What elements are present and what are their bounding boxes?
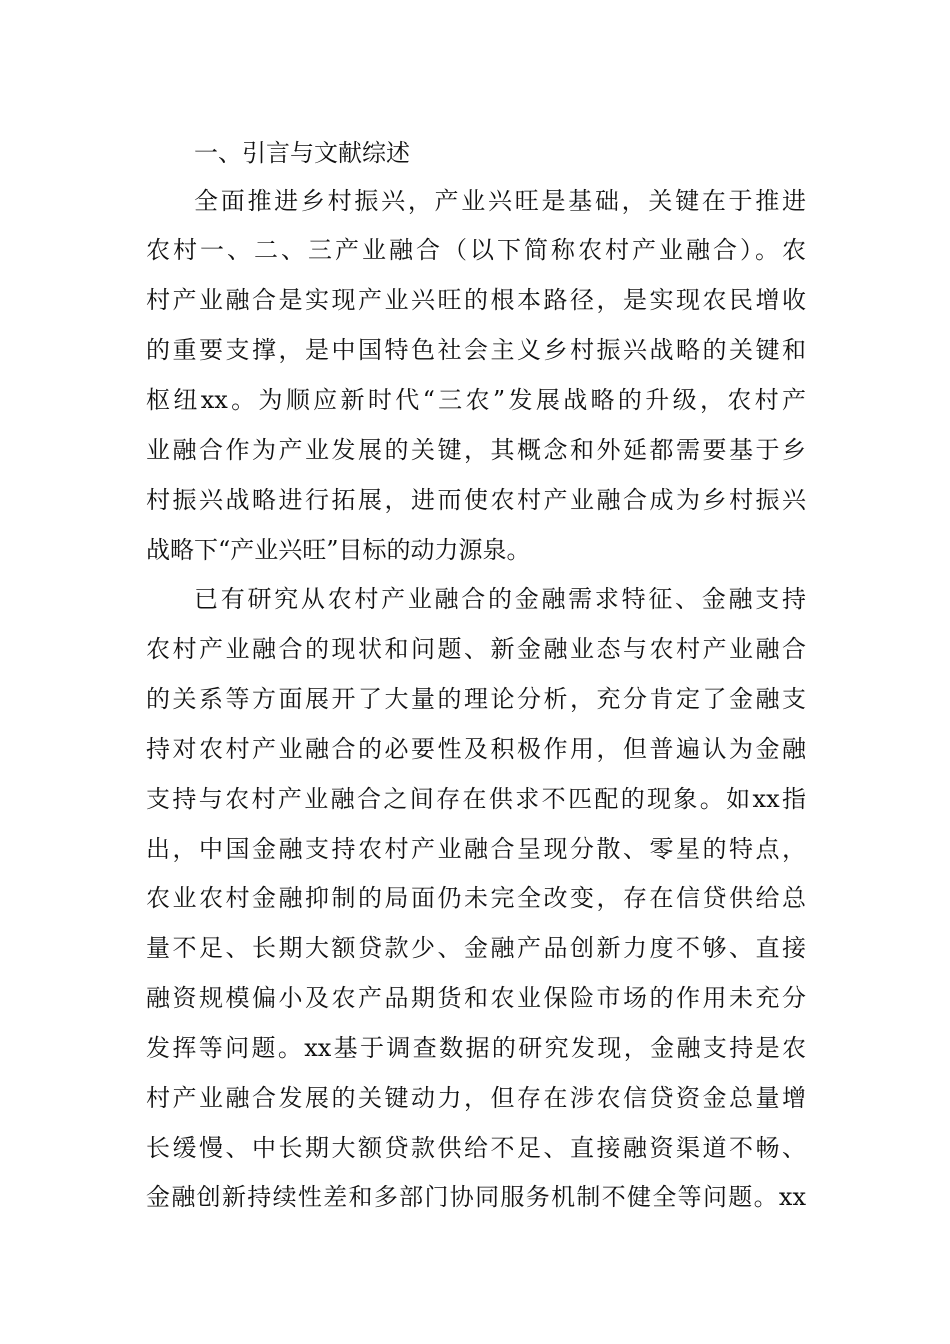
paragraph1-line-1: 全面推进乡村振兴，产业兴旺是基础，关键在于推进 [194,187,806,215]
paragraph1-line-6: 业融合作为产业发展的关键，其概念和外延都需要基于乡 [146,436,806,464]
paragraph2-line-11: 村产业融合发展的关键动力，但存在涉农信贷资金总量增 [146,1084,806,1112]
paragraph2-line-3: 的关系等方面展开了大量的理论分析，充分肯定了金融支 [146,685,806,713]
paragraph1-line-4: 的重要支撑，是中国特色社会主义乡村振兴战略的关键和 [146,336,806,364]
section-heading: 一、引言与文献综述 [194,139,410,167]
paragraph1-line-7: 村振兴战略进行拓展，进而使农村产业融合成为乡村振兴 [146,486,806,514]
paragraph2-line-7: 农业农村金融抑制的局面仍未完全改变，存在信贷供给总 [146,884,806,912]
paragraph1-line-3: 村产业融合是实现产业兴旺的根本路径，是实现农民增收 [146,286,806,314]
paragraph2-line-5: 支持与农村产业融合之间存在供求不匹配的现象。如xx指 [146,785,806,813]
paragraph2-line-9: 融资规模偏小及农产品期货和农业保险市场的作用未充分 [146,984,806,1012]
paragraph1-line-8: 战略下“产业兴旺”目标的动力源泉。 [146,536,531,564]
paragraph1-line-2: 农村一、二、三产业融合（以下简称农村产业融合）。农 [146,236,806,264]
paragraph2-line-10: 发挥等问题。xx基于调查数据的研究发现，金融支持是农 [146,1034,806,1062]
paragraph2-line-13: 金融创新持续性差和多部门协同服务机制不健全等问题。xx [146,1183,806,1211]
paragraph1-line-5: 枢纽xx。为顺应新时代“三农”发展战略的升级，农村产 [146,386,806,414]
paragraph2-line-8: 量不足、长期大额贷款少、金融产品创新力度不够、直接 [146,934,806,962]
paragraph2-line-2: 农村产业融合的现状和问题、新金融业态与农村产业融合 [146,635,806,663]
paragraph2-line-1: 已有研究从农村产业融合的金融需求特征、金融支持 [194,585,806,613]
paragraph2-line-12: 长缓慢、中长期大额贷款供给不足、直接融资渠道不畅、 [146,1134,806,1162]
paragraph2-line-4: 持对农村产业融合的必要性及积极作用，但普遍认为金融 [146,735,806,763]
paragraph2-line-6: 出，中国金融支持农村产业融合呈现分散、零星的特点， [146,835,806,863]
